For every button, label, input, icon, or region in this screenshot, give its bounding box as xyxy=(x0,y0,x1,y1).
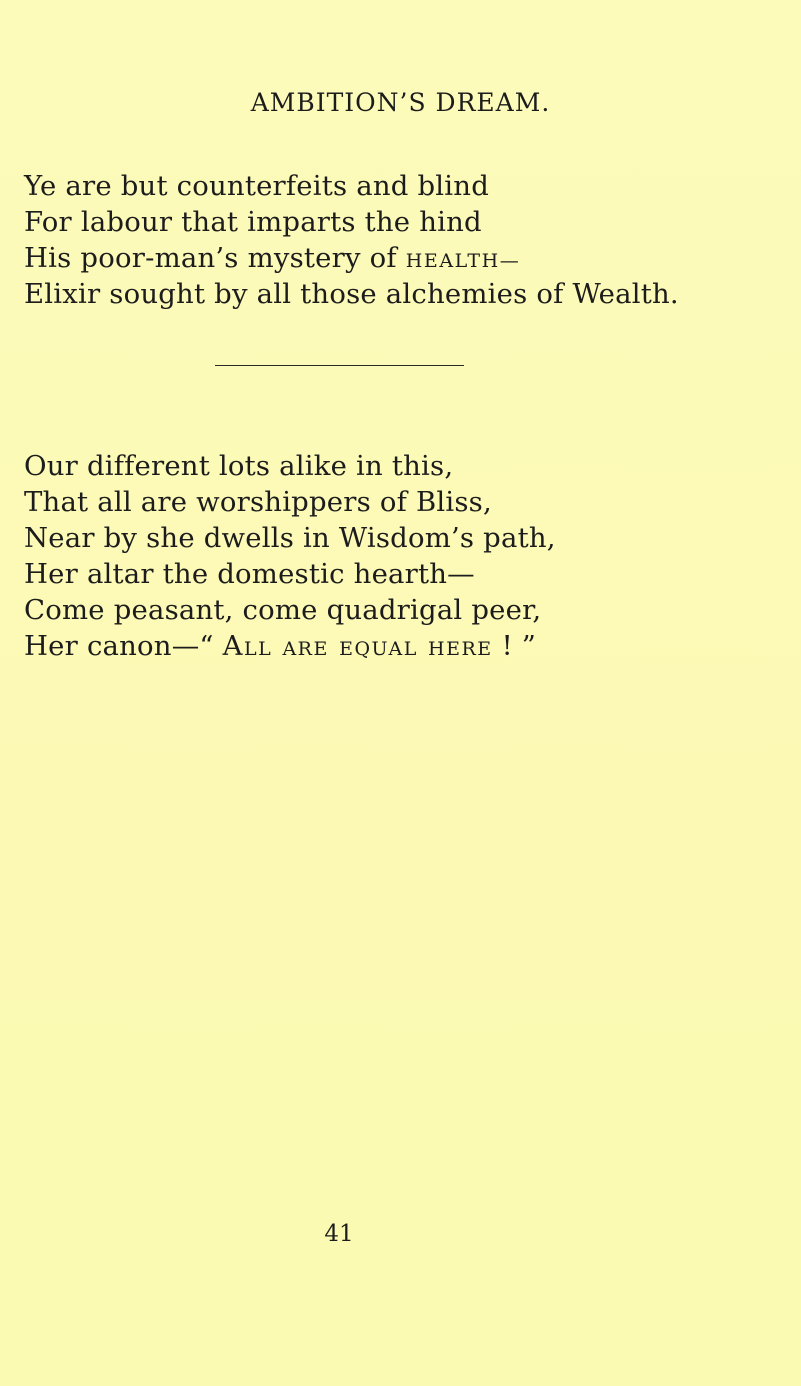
stanza-1 xyxy=(24,168,784,312)
small-caps-text: HEALTH— xyxy=(405,250,521,272)
verse-line: Her altar the domestic hearth— xyxy=(24,558,475,590)
verse-line xyxy=(24,628,784,664)
verse-line xyxy=(24,240,784,276)
small-caps-text: All are equal here xyxy=(222,630,493,662)
verse-line: Near by she dwells in Wisdom’s path, xyxy=(24,522,556,554)
page-number: 41 xyxy=(324,1221,354,1247)
verse-line: That all are worshippers of Bliss, xyxy=(24,486,492,518)
section-divider xyxy=(215,365,464,366)
running-head: AMBITION’S DREAM. xyxy=(250,88,551,117)
verse-text: Her canon—“ xyxy=(24,630,223,662)
verse-line: Ye are but counterfeits and blind xyxy=(24,170,490,202)
verse-text: His poor-man’s mystery of xyxy=(24,242,406,274)
stanza-2 xyxy=(24,448,784,664)
verse-line: Come peasant, come quadrigal peer, xyxy=(24,594,542,626)
verse-line: Elixir sought by all those alchemies of Wealth. xyxy=(24,278,679,310)
verse-line: For labour that imparts the hind xyxy=(24,206,482,238)
verse-text: ! ” xyxy=(492,630,537,662)
verse-line: Our different lots alike in this, xyxy=(24,450,454,482)
